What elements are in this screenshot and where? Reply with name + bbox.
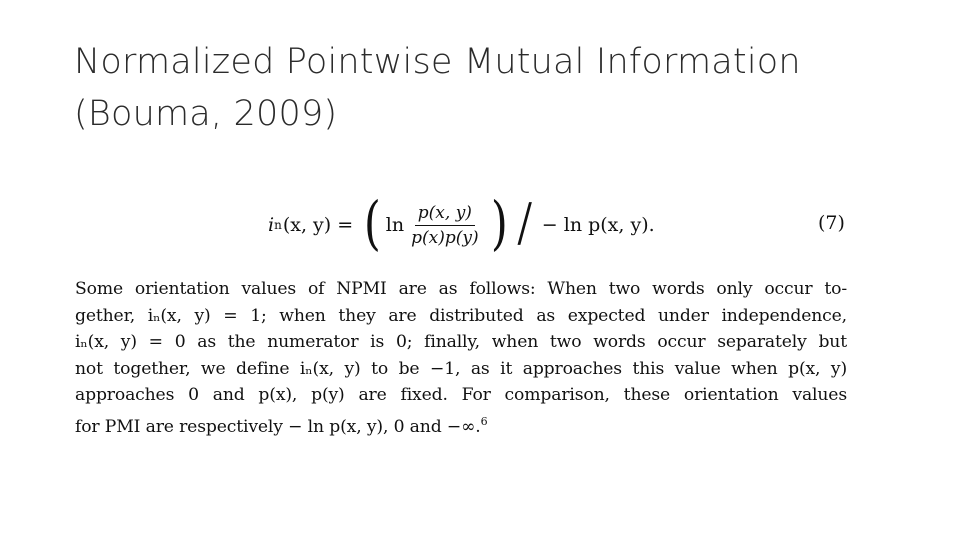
title-line-1: Normalized Pointwise Mutual Information [74,42,801,82]
eq-close-paren: ) [490,189,508,257]
npmi-paragraph [75,276,847,440]
paragraph-line-4: not together, we define iₙ(x, y) to be −1, as it approaches this value when p(x, y) [75,358,847,379]
paragraph-line-2: gether, iₙ(x, y) = 1; when they are distributed as expected under independence, [75,305,847,326]
slide-title [74,36,894,140]
paragraph-line-6-text: for PMI are respectively − ln p(x, y), 0 and −∞. [75,416,481,437]
paragraph-line-6 [75,409,847,441]
paragraph-line-1: Some orientation values of NPMI are as follows: When two words only occur to- [75,279,847,299]
eq-slash: / [517,193,533,253]
eq-fraction-denominator: p(x)p(y) [411,227,479,248]
eq-lhs-args: (x, y) = [282,214,354,236]
eq-ln: ln [385,214,405,236]
npmi-equation [268,189,655,258]
eq-lhs-func: i [268,214,275,236]
eq-rhs: − ln p(x, y). [541,214,655,236]
eq-fraction-numerator: p(x, y) [415,203,475,226]
title-line-2: (Bouma, 2009) [74,94,338,134]
eq-lhs-subscript: n [274,218,282,232]
eq-open-paren: ( [363,189,381,257]
paragraph-line-3: iₙ(x, y) = 0 as the numerator is 0; finally, when two words occur separately but [75,332,847,352]
equation-number: (7) [818,212,845,234]
paragraph-line-5: approaches 0 and p(x), p(y) are fixed. For comparison, these orientation values [75,385,847,405]
eq-fraction [408,203,482,248]
footnote-mark: 6 [480,414,488,428]
